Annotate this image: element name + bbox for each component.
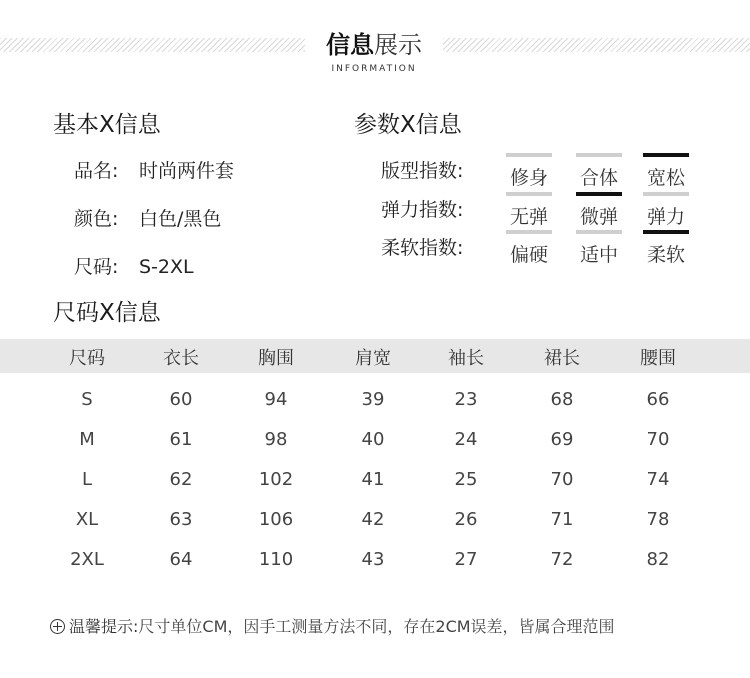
table-cell: 110 <box>258 549 294 570</box>
param-info-heading: 参数X信息 <box>354 112 462 138</box>
param-option: 合体 <box>576 153 622 190</box>
table-cell: 70 <box>550 469 574 490</box>
table-cell: 78 <box>646 509 670 530</box>
table-cell: 42 <box>361 509 385 530</box>
title-light: 展示 <box>374 31 422 59</box>
page-title <box>305 28 443 62</box>
basic-info-label: 尺码: <box>74 256 119 278</box>
table-cell: 69 <box>550 429 574 450</box>
table-cell: 25 <box>454 469 478 490</box>
table-cell: 26 <box>454 509 478 530</box>
table-cell: 64 <box>169 549 193 570</box>
table-cell: 94 <box>264 389 288 410</box>
basic-info-row <box>74 204 221 231</box>
title-bold: 信息 <box>326 31 374 59</box>
param-option: 无弹 <box>506 192 552 229</box>
table-cell: 66 <box>646 389 670 410</box>
size-table-header-cell: 胸围 <box>258 348 294 369</box>
table-cell: 82 <box>646 549 670 570</box>
basic-info-row <box>74 252 194 279</box>
table-cell: 61 <box>169 429 193 450</box>
size-table-header-cell: 肩宽 <box>355 348 391 369</box>
param-option: 适中 <box>576 230 622 267</box>
header <box>305 28 443 74</box>
table-cell: 40 <box>361 429 385 450</box>
basic-info-heading: 基本X信息 <box>53 112 161 138</box>
table-cell: 72 <box>550 549 574 570</box>
table-cell: 63 <box>169 509 193 530</box>
basic-info-label: 品名: <box>74 160 119 182</box>
size-table-header-cell: 裙长 <box>544 348 580 369</box>
param-option-selected: 宽松 <box>643 153 689 190</box>
table-cell: 2XL <box>70 549 104 570</box>
basic-info-value: 白色/黑色 <box>139 208 222 230</box>
table-cell: 106 <box>258 509 294 530</box>
param-option-selected: 微弹 <box>576 192 622 229</box>
size-table-header-cell: 尺码 <box>69 348 105 369</box>
param-option: 偏硬 <box>506 230 552 267</box>
header-hatch-left <box>0 38 305 52</box>
table-cell: 43 <box>361 549 385 570</box>
param-option: 弹力 <box>643 192 689 229</box>
plus-circle-icon <box>50 619 65 634</box>
table-cell: 74 <box>646 469 670 490</box>
table-cell: S <box>81 389 93 410</box>
header-hatch-right <box>443 38 750 52</box>
table-cell: 60 <box>169 389 193 410</box>
size-table-header-cell: 衣长 <box>163 348 199 369</box>
param-option-selected: 柔软 <box>643 230 689 267</box>
table-cell: 24 <box>454 429 478 450</box>
param-index-label: 柔软指数: <box>381 237 464 259</box>
size-table-header-cell: 腰围 <box>640 348 676 369</box>
param-index-label: 弹力指数: <box>381 199 464 221</box>
page-subtitle: INFORMATION <box>331 64 417 74</box>
table-cell: M <box>79 429 95 450</box>
table-cell: 98 <box>264 429 288 450</box>
table-cell: 27 <box>454 549 478 570</box>
table-cell: XL <box>75 509 99 530</box>
size-table-header-cell: 袖长 <box>448 348 484 369</box>
basic-info-row <box>74 156 234 183</box>
table-cell: 41 <box>361 469 385 490</box>
basic-info-value: S-2XL <box>139 256 194 278</box>
table-cell: 23 <box>454 389 478 410</box>
table-cell: 68 <box>550 389 574 410</box>
param-index-label: 版型指数: <box>381 160 464 182</box>
table-cell: 70 <box>646 429 670 450</box>
param-option: 修身 <box>506 153 552 190</box>
size-info-heading: 尺码X信息 <box>53 300 161 326</box>
basic-info-label: 颜色: <box>74 208 119 230</box>
table-cell: 102 <box>258 469 294 490</box>
tip-line <box>50 614 615 637</box>
basic-info-value: 时尚两件套 <box>139 160 235 182</box>
table-cell: 39 <box>361 389 385 410</box>
tip-text: 尺寸单位CM，因手工测量方法不同，存在2CM误差，皆属合理范围 <box>138 617 615 636</box>
table-cell: 62 <box>169 469 193 490</box>
table-cell: 71 <box>550 509 574 530</box>
table-cell: L <box>81 469 93 490</box>
tip-label: 温馨提示: <box>69 617 139 636</box>
